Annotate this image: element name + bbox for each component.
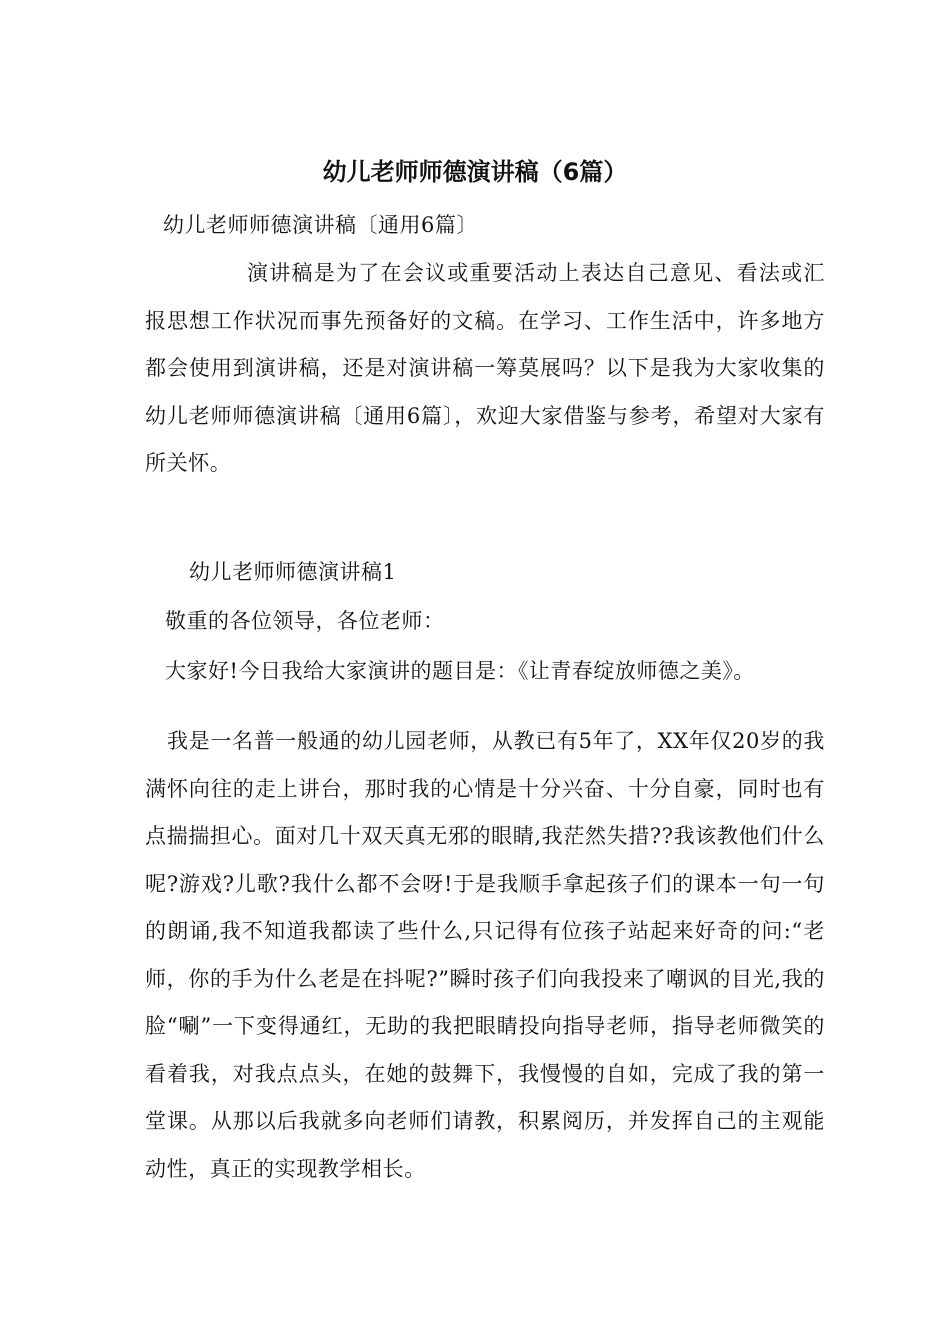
salutation: 敬重的各位领导，各位老师：	[165, 609, 445, 633]
section-heading: 幼儿老师师德演讲稿1	[189, 560, 397, 584]
body-paragraph: 我是一名普一般通的幼儿园老师，从教已有5年了，XX年仅20岁的我满怀向往的走上讲台，那时我的心情是十分兴奋、十分自豪，同时也有点揣揣担心。面对几十双天真无邪的眼睛,我茫然失措??我该教他们什么呢?游戏?儿歌?我什么都不会呀!于是我顺手拿起孩子们的课本一句一句的朗诵,我不知道我都读了些什么,只记得有位孩子站起来好奇的问:“老师，你的手为什么老是在抖呢?”瞬时孩子们向我投来了嘲讽的目光,我的脸“唰”一下变得通红，无助的我把眼睛投向指导老师，指导老师微笑的看着我，对我点点头，在她的鼓舞下，我慢慢的自如，完成了我的第一堂课。从那以后我就多向老师们请教，积累阅历，并发挥自己的主观能动性，真正的实现教学相长。	[145, 729, 825, 1181]
opening-line: 大家好!今日我给大家演讲的题目是：《让青春绽放师德之美》。	[165, 659, 755, 683]
document-title: 幼儿老师师德演讲稿（6篇）	[322, 158, 628, 186]
intro-paragraph: 演讲稿是为了在会议或重要活动上表达自己意见、看法或汇报思想工作状况而事先预备好的文稿。在学习、工作生活中，许多地方都会使用到演讲稿，还是对演讲稿一筹莫展吗？以下是我为大家收集的幼儿老师师德演讲稿〔通用6篇〕，欢迎大家借鉴与参考，希望对大家有所关怀。	[145, 261, 825, 475]
document-subtitle: 幼儿老师师德演讲稿〔通用6篇〕	[163, 213, 478, 237]
